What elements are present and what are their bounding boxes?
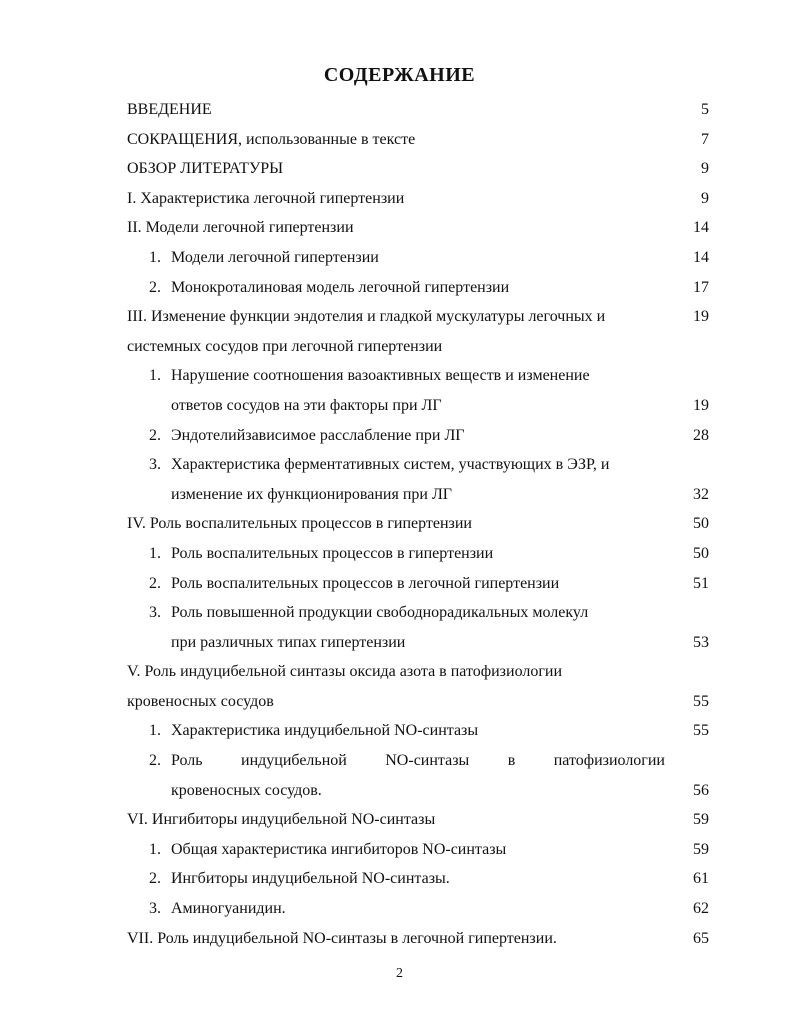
toc-entry-page: 14 [693,219,709,237]
toc-entry-page: 65 [693,929,709,947]
toc-subentry-justified [0,746,799,776]
toc-word: в [507,752,516,770]
toc-entry-page: 59 [693,840,709,858]
toc-entry-continuation [0,480,799,510]
toc-subentry [0,835,799,865]
toc-entry-page: 62 [693,900,709,918]
toc-subentry-number: 2. [149,426,161,444]
toc-entry-page: 50 [693,544,709,562]
toc-subentry [0,421,799,451]
toc-word: индуцибельной [241,752,347,770]
toc-entry-introduction [0,95,799,125]
toc-entry-text: Общая характеристика ингибиторов NO-синтазы [171,840,507,858]
toc-entry-text: Ингбиторы индуцибельной NO-синтазы. [171,870,450,888]
toc-entry-page: 59 [693,811,709,829]
toc-entry-text: кровеносных сосудов. [171,781,322,799]
toc-entry-page: 51 [693,574,709,592]
toc-subentry-number: 3. [149,900,161,918]
toc-subentry-number: 3. [149,604,161,622]
toc-entry-text: VII. Роль индуцибельной NO-синтазы в легочной гипертензии. [127,929,557,947]
toc-subentry [0,569,799,599]
toc-entry-text: Роль повышенной продукции свободнорадикальных молекул [171,604,589,622]
toc-entry-text: Аминогуанидин. [171,900,286,918]
toc-entry-page: 19 [693,396,709,414]
toc-entry-page: 56 [693,781,709,799]
toc-entry-section-7 [0,924,799,954]
toc-entry-section-3 [0,302,799,332]
toc-entry-text: Характеристика индуцибельной NO-синтазы [171,722,479,740]
toc-word: патофизиологии [553,752,665,770]
toc-entry-page: 17 [693,278,709,296]
toc-entry-page: 61 [693,870,709,888]
toc-subentry [0,450,799,480]
toc-subentry-number: 2. [149,278,161,296]
toc-subentry [0,273,799,303]
toc-entry-text: VI. Ингибиторы индуцибельной NO-синтазы [127,811,436,829]
toc-word: NO-синтазы [385,752,470,770]
toc-entry-section-6 [0,805,799,835]
toc-entry-text: V. Роль индуцибельной синтазы оксида азота в патофизиологии [127,663,563,681]
toc-entry-page: 55 [693,722,709,740]
toc-entry-text [171,746,665,776]
toc-entry-abbreviations [0,125,799,155]
toc-entry-literature-review [0,154,799,184]
toc-subentry-number: 1. [149,544,161,562]
toc-entry-text: Нарушение соотношения вазоактивных веществ и изменение [171,367,590,385]
toc-entry-continuation [0,391,799,421]
toc-entry-page: 9 [701,160,709,178]
toc-entry-text: Эндотелийзависимое расслабление при ЛГ [171,426,465,444]
toc-subentry-number: 3. [149,456,161,474]
toc-entry-page: 28 [693,426,709,444]
toc-entry-section-5 [0,657,799,687]
toc-subentry [0,243,799,273]
toc-entry-text: ВВЕДЕНИЕ [127,101,212,118]
toc-entry-continuation [0,776,799,806]
toc-subentry [0,539,799,569]
toc-entry-continuation [0,332,799,362]
toc-entry-text: Модели легочной гипертензии [171,248,379,266]
toc-entry-section-4 [0,509,799,539]
table-of-contents [0,95,799,953]
toc-subentry [0,894,799,924]
toc-entry-page: 55 [693,692,709,710]
toc-entry-text: кровеносных сосудов [127,692,274,710]
page-number: 2 [396,966,403,981]
toc-entry-text: Роль воспалительных процессов в гипертензии [171,544,494,562]
toc-subentry [0,598,799,628]
toc-entry-continuation [0,687,799,717]
toc-entry-page: 19 [693,308,709,326]
toc-entry-text: I. Характеристика легочной гипертензии [127,189,405,207]
toc-entry-text: системных сосудов при легочной гипертензии [127,337,443,355]
toc-entry-text: СОКРАЩЕНИЯ, использованные в тексте [127,130,416,148]
toc-subentry-number: 1. [149,367,161,385]
toc-subentry [0,864,799,894]
toc-entry-section-2 [0,213,799,243]
toc-entry-text: ответов сосудов на эти факторы при ЛГ [171,396,442,414]
toc-entry-page: 14 [693,248,709,266]
toc-subentry-number: 2. [149,752,161,770]
toc-subentry-number: 2. [149,574,161,592]
toc-subentry [0,361,799,391]
toc-entry-text: Характеристика ферментативных систем, участвующих в ЭЗР, и [171,456,610,474]
toc-entry-page: 9 [701,189,709,207]
toc-entry-text: Монокроталиновая модель легочной гипертензии [171,278,510,296]
toc-subentry-number: 1. [149,248,161,266]
toc-entry-page: 7 [701,130,709,148]
toc-entry-text: II. Модели легочной гипертензии [127,219,354,237]
toc-entry-text: III. Изменение функции эндотелия и гладкой мускулатуры легочных и [127,308,606,326]
toc-subentry [0,716,799,746]
toc-word: Роль [171,752,203,770]
toc-entry-continuation [0,628,799,658]
toc-entry-text: Роль воспалительных процессов в легочной гипертензии [171,574,560,592]
page-title: СОДЕРЖАНИЕ [323,64,476,86]
toc-entry-page: 50 [693,515,709,533]
toc-subentry-number: 2. [149,870,161,888]
toc-entry-text: IV. Роль воспалительных процессов в гипертензии [127,515,472,533]
toc-subentry-number: 1. [149,722,161,740]
toc-entry-text: при различных типах гипертензии [171,633,406,651]
toc-entry-page: 32 [693,485,709,503]
toc-entry-text: изменение их функционирования при ЛГ [171,485,453,503]
toc-entry-text: ОБЗОР ЛИТЕРАТУРЫ [127,160,284,178]
toc-entry-section-1 [0,184,799,214]
toc-entry-page: 5 [701,101,709,118]
toc-subentry-number: 1. [149,840,161,858]
toc-entry-page: 53 [693,633,709,651]
